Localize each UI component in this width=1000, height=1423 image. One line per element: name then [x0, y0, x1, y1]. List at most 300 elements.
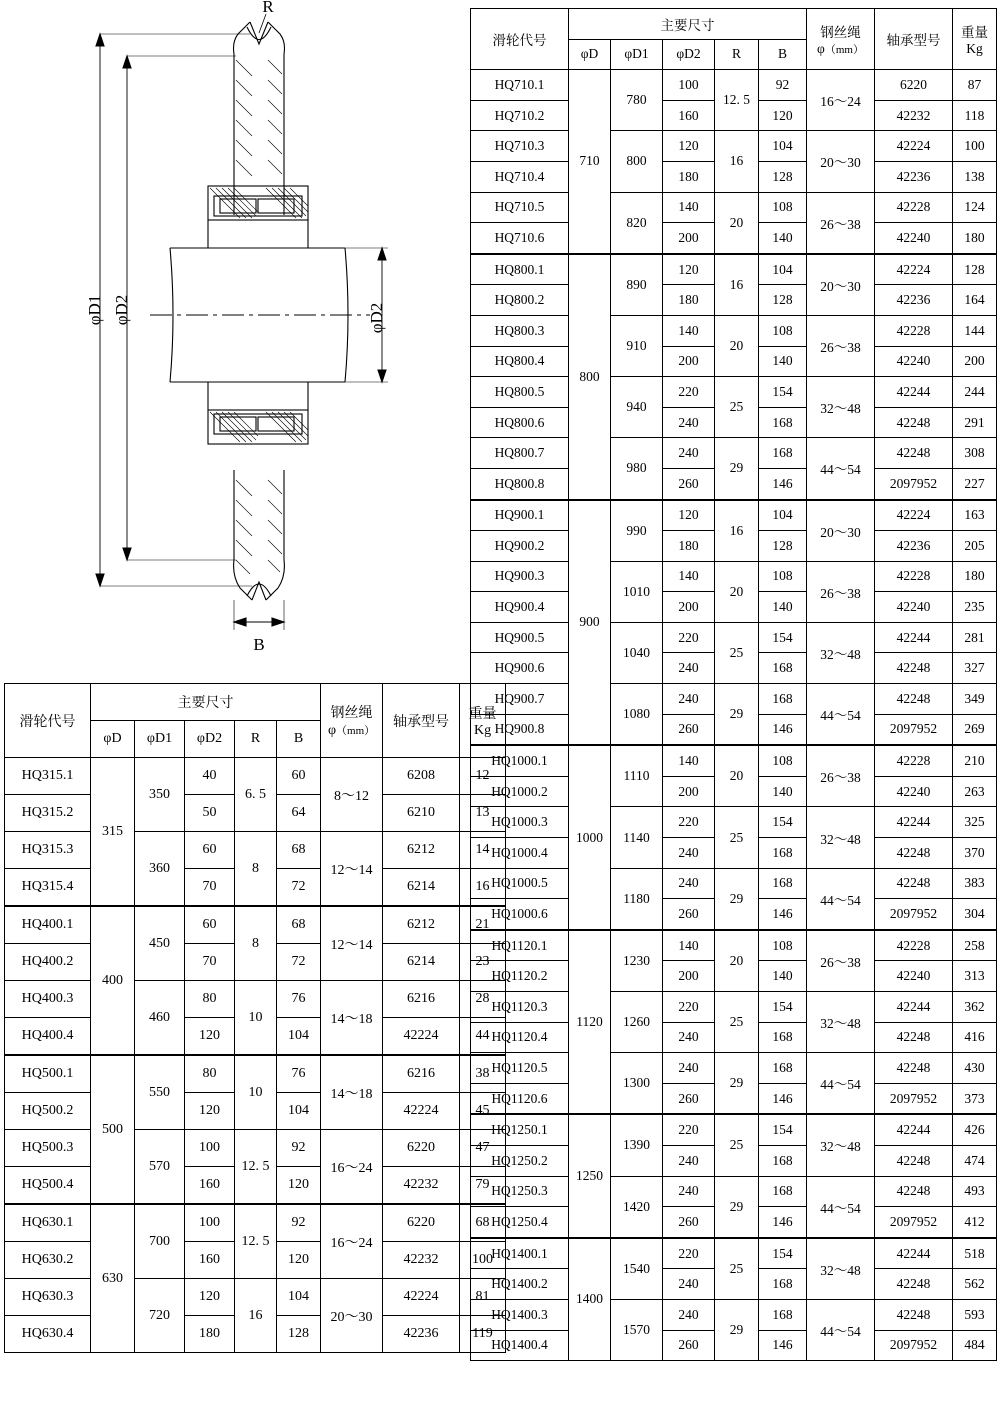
cell-B: 104	[759, 131, 807, 162]
cell-rope: 20～30	[321, 1279, 383, 1353]
cell-B: 120	[277, 1167, 321, 1205]
table-row	[471, 807, 997, 838]
cell-phiD2: 220	[663, 1238, 715, 1269]
cell-B: 68	[277, 832, 321, 869]
cell-bearing: 42244	[875, 1114, 953, 1145]
cell-phiD2: 260	[663, 468, 715, 499]
cell-B: 60	[277, 758, 321, 795]
cell-rope: 20～30	[807, 131, 875, 192]
cell-code: HQ1120.6	[471, 1083, 569, 1114]
cell-phiD1: 800	[611, 131, 663, 192]
cell-weight: 258	[953, 930, 997, 961]
cell-phiD1: 940	[611, 377, 663, 438]
cell-phiD2: 220	[663, 807, 715, 838]
cell-weight: 327	[953, 653, 997, 684]
cell-B: 154	[759, 377, 807, 408]
th-main-dims-right: 主要尺寸	[569, 9, 807, 40]
cell-bearing: 42236	[875, 285, 953, 316]
cell-bearing: 6214	[383, 869, 460, 907]
cell-weight: 81	[460, 1279, 506, 1316]
table-row	[5, 906, 506, 944]
cell-R: 25	[715, 807, 759, 868]
cell-rope: 32～48	[807, 807, 875, 868]
cell-B: 104	[759, 500, 807, 531]
cell-weight: 416	[953, 1022, 997, 1053]
cell-phiD1: 570	[135, 1130, 185, 1205]
cell-R: 29	[715, 1299, 759, 1360]
cell-bearing: 42248	[875, 653, 953, 684]
cell-rope: 12～14	[321, 906, 383, 981]
cell-phiD1: 820	[611, 192, 663, 254]
cell-weight: 124	[953, 192, 997, 223]
cell-weight: 210	[953, 745, 997, 776]
cell-code: HQ800.6	[471, 407, 569, 438]
dim-phiD1-label: φD1	[85, 294, 104, 326]
cell-phiD2: 120	[185, 1279, 235, 1316]
th-main-dims-left: 主要尺寸	[91, 684, 321, 721]
th-phiD-right: φD	[569, 39, 611, 70]
cell-bearing: 42248	[875, 1053, 953, 1084]
cell-phiD2: 180	[663, 531, 715, 562]
cell-weight: 235	[953, 592, 997, 623]
cell-R: 29	[715, 1176, 759, 1238]
cell-bearing: 2097952	[875, 714, 953, 745]
cell-phiD1: 980	[611, 438, 663, 500]
cell-B: 146	[759, 1083, 807, 1114]
cell-bearing: 6220	[875, 70, 953, 101]
cell-phiD2: 180	[185, 1316, 235, 1353]
cell-bearing: 42224	[383, 1093, 460, 1130]
cell-phiD1: 1390	[611, 1114, 663, 1176]
cell-weight: 87	[953, 70, 997, 101]
cell-code: HQ500.4	[5, 1167, 91, 1205]
cell-rope: 32～48	[807, 992, 875, 1053]
cell-R: 12. 5	[235, 1204, 277, 1279]
cell-phiD1: 990	[611, 500, 663, 562]
th-rope-title: 钢丝绳	[330, 706, 373, 721]
cell-code: HQ1120.1	[471, 930, 569, 961]
cell-B: 146	[759, 714, 807, 745]
cell-phiD2: 140	[663, 315, 715, 346]
table-row	[5, 981, 506, 1018]
cell-phiD2: 120	[663, 254, 715, 285]
cell-bearing: 42248	[875, 868, 953, 899]
cell-phiD: 800	[569, 254, 611, 500]
cell-rope: 16～24	[807, 70, 875, 131]
cell-B: 146	[759, 899, 807, 930]
cell-weight: 493	[953, 1176, 997, 1207]
cell-B: 104	[277, 1279, 321, 1316]
table-row	[5, 758, 506, 795]
cell-R: 29	[715, 868, 759, 930]
cell-code: HQ1000.1	[471, 745, 569, 776]
th-weight-right	[953, 9, 997, 70]
cell-B: 168	[759, 1269, 807, 1300]
cell-phiD2: 240	[663, 868, 715, 899]
th-weight-title: 重量	[468, 706, 497, 722]
cell-bearing: 2097952	[875, 1083, 953, 1114]
cell-weight: 21	[460, 906, 506, 944]
cell-B: 120	[759, 100, 807, 131]
cell-phiD2: 100	[663, 70, 715, 101]
cell-B: 146	[759, 468, 807, 499]
th-R-left: R	[235, 721, 277, 758]
cell-bearing: 42224	[875, 254, 953, 285]
table-row	[471, 131, 997, 162]
table-row	[471, 992, 997, 1023]
cell-weight: 313	[953, 961, 997, 992]
cell-phiD1: 700	[135, 1204, 185, 1279]
cell-phiD1: 450	[135, 906, 185, 981]
cell-rope: 32～48	[807, 1114, 875, 1176]
cell-R: 8	[235, 906, 277, 981]
cell-phiD1: 350	[135, 758, 185, 832]
cell-R: 10	[235, 1055, 277, 1130]
cell-phiD: 630	[91, 1204, 135, 1353]
cell-bearing: 2097952	[875, 1330, 953, 1361]
cell-bearing: 42228	[875, 930, 953, 961]
cell-phiD2: 260	[663, 714, 715, 745]
cell-B: 168	[759, 438, 807, 469]
cell-phiD: 500	[91, 1055, 135, 1204]
cell-bearing: 6212	[383, 906, 460, 944]
cell-B: 92	[759, 70, 807, 101]
cell-R: 25	[715, 622, 759, 683]
cell-bearing: 42244	[875, 377, 953, 408]
cell-bearing: 2097952	[875, 468, 953, 499]
cell-R: 20	[715, 192, 759, 254]
cell-phiD2: 220	[663, 1114, 715, 1145]
cell-bearing: 6214	[383, 944, 460, 981]
cell-code: HQ800.1	[471, 254, 569, 285]
cell-phiD1: 1300	[611, 1053, 663, 1115]
cell-B: 128	[759, 531, 807, 562]
cell-code: HQ800.3	[471, 315, 569, 346]
cell-code: HQ800.4	[471, 346, 569, 377]
cell-B: 128	[759, 285, 807, 316]
cell-B: 128	[759, 161, 807, 192]
cell-phiD2: 40	[185, 758, 235, 795]
cell-phiD: 400	[91, 906, 135, 1055]
cell-B: 104	[759, 254, 807, 285]
cell-B: 108	[759, 930, 807, 961]
cell-bearing: 6216	[383, 981, 460, 1018]
cell-weight: 44	[460, 1018, 506, 1056]
cell-phiD1: 1230	[611, 930, 663, 992]
cell-phiD1: 1570	[611, 1299, 663, 1360]
table-row	[471, 1299, 997, 1330]
cell-weight: 119	[460, 1316, 506, 1353]
cell-R: 25	[715, 1238, 759, 1300]
cell-bearing: 42240	[875, 592, 953, 623]
cell-bearing: 42244	[875, 622, 953, 653]
cell-B: 168	[759, 1176, 807, 1207]
cell-B: 168	[759, 653, 807, 684]
cell-code: HQ1400.3	[471, 1299, 569, 1330]
cell-rope: 44～54	[807, 684, 875, 746]
cell-code: HQ900.7	[471, 684, 569, 715]
cell-rope: 32～48	[807, 622, 875, 683]
cell-rope: 14～18	[321, 1055, 383, 1130]
cell-weight: 383	[953, 868, 997, 899]
cell-phiD1: 360	[135, 832, 185, 907]
cell-bearing: 42248	[875, 1176, 953, 1207]
cell-B: 92	[277, 1130, 321, 1167]
cell-R: 16	[715, 500, 759, 562]
cell-weight: 38	[460, 1055, 506, 1093]
cell-phiD2: 220	[663, 992, 715, 1023]
cell-code: HQ400.4	[5, 1018, 91, 1056]
th-rope-left	[321, 684, 383, 758]
cell-bearing: 42232	[875, 100, 953, 131]
th-bearing-left: 轴承型号	[383, 684, 460, 758]
th-rope-phi: φ	[327, 723, 337, 738]
cell-code: HQ630.3	[5, 1279, 91, 1316]
table-row	[471, 684, 997, 715]
cell-rope: 8～12	[321, 758, 383, 832]
table-row	[5, 832, 506, 869]
cell-B: 154	[759, 1114, 807, 1145]
table-row	[5, 1204, 506, 1242]
cell-B: 168	[759, 868, 807, 899]
th-bearing-right: 轴承型号	[875, 9, 953, 70]
cell-weight: 304	[953, 899, 997, 930]
cell-phiD2: 240	[663, 838, 715, 869]
cell-bearing: 42248	[875, 1299, 953, 1330]
cell-code: HQ800.5	[471, 377, 569, 408]
cell-B: 154	[759, 992, 807, 1023]
table-row	[471, 1238, 997, 1269]
cell-B: 154	[759, 1238, 807, 1269]
cell-rope: 44～54	[807, 868, 875, 930]
cell-code: HQ1000.4	[471, 838, 569, 869]
table-row	[471, 1053, 997, 1084]
cell-code: HQ710.5	[471, 192, 569, 223]
cell-phiD2: 100	[185, 1130, 235, 1167]
cell-B: 140	[759, 223, 807, 254]
cell-B: 168	[759, 1145, 807, 1176]
cell-weight: 349	[953, 684, 997, 715]
cell-code: HQ1120.4	[471, 1022, 569, 1053]
cell-code: HQ800.2	[471, 285, 569, 316]
cell-weight: 362	[953, 992, 997, 1023]
th-rope-unit: （mm）	[336, 725, 376, 737]
cell-weight: 164	[953, 285, 997, 316]
cell-bearing: 42224	[383, 1018, 460, 1056]
cell-B: 140	[759, 776, 807, 807]
cell-code: HQ400.3	[5, 981, 91, 1018]
cell-B: 92	[277, 1204, 321, 1242]
cell-R: 29	[715, 684, 759, 746]
cell-B: 108	[759, 192, 807, 223]
table-row	[5, 1055, 506, 1093]
cell-rope: 26～38	[807, 315, 875, 376]
cell-phiD2: 140	[663, 745, 715, 776]
cell-phiD2: 260	[663, 1207, 715, 1238]
cell-bearing: 6216	[383, 1055, 460, 1093]
cell-code: HQ500.3	[5, 1130, 91, 1167]
cell-weight: 23	[460, 944, 506, 981]
cell-code: HQ710.3	[471, 131, 569, 162]
cell-weight: 484	[953, 1330, 997, 1361]
table-row	[471, 1176, 997, 1207]
cell-weight: 291	[953, 407, 997, 438]
th-rope-unit-right: （mm）	[824, 44, 864, 57]
cell-code: HQ900.4	[471, 592, 569, 623]
cell-weight: 100	[460, 1242, 506, 1279]
th-weight-unit: Kg	[473, 722, 492, 738]
cell-phiD: 1250	[569, 1114, 611, 1237]
cell-code: HQ315.2	[5, 795, 91, 832]
cell-bearing: 42248	[875, 407, 953, 438]
cell-bearing: 42240	[875, 776, 953, 807]
cell-code: HQ1250.2	[471, 1145, 569, 1176]
cell-phiD2: 200	[663, 346, 715, 377]
table-row	[471, 745, 997, 776]
cell-weight: 45	[460, 1093, 506, 1130]
cell-weight: 412	[953, 1207, 997, 1238]
cell-phiD2: 200	[663, 592, 715, 623]
table-row	[471, 254, 997, 285]
cell-bearing: 42248	[875, 684, 953, 715]
cell-phiD2: 140	[663, 192, 715, 223]
cell-code: HQ900.5	[471, 622, 569, 653]
cell-phiD1: 1180	[611, 868, 663, 930]
th-R-right: R	[715, 39, 759, 70]
th-weight-unit-right: Kg	[966, 41, 983, 57]
cell-B: 168	[759, 684, 807, 715]
cell-bearing: 2097952	[875, 1207, 953, 1238]
cell-bearing: 42224	[875, 131, 953, 162]
cell-rope: 16～24	[321, 1204, 383, 1279]
cell-weight: 100	[953, 131, 997, 162]
cell-B: 146	[759, 1207, 807, 1238]
table-row	[471, 930, 997, 961]
cell-rope: 16～24	[321, 1130, 383, 1205]
cell-weight: 426	[953, 1114, 997, 1145]
th-phiD2-right: φD2	[663, 39, 715, 70]
dim-R-label: R	[262, 0, 274, 16]
cell-phiD2: 120	[185, 1018, 235, 1056]
cell-R: 20	[715, 745, 759, 807]
cell-weight: 373	[953, 1083, 997, 1114]
cell-R: 25	[715, 992, 759, 1053]
cell-phiD1: 1040	[611, 622, 663, 683]
cell-phiD2: 80	[185, 981, 235, 1018]
cell-code: HQ1000.6	[471, 899, 569, 930]
cell-code: HQ1400.4	[471, 1330, 569, 1361]
cell-R: 8	[235, 832, 277, 907]
cell-weight: 138	[953, 161, 997, 192]
cell-phiD1: 910	[611, 315, 663, 376]
cell-bearing: 6210	[383, 795, 460, 832]
cell-code: HQ315.3	[5, 832, 91, 869]
cell-code: HQ630.2	[5, 1242, 91, 1279]
cell-code: HQ1400.1	[471, 1238, 569, 1269]
cell-bearing: 42236	[383, 1316, 460, 1353]
cell-phiD1: 1010	[611, 561, 663, 622]
cell-bearing: 42240	[875, 223, 953, 254]
table-row	[5, 1130, 506, 1167]
cell-bearing: 42228	[875, 561, 953, 592]
cell-B: 104	[277, 1093, 321, 1130]
cell-R: 16	[715, 131, 759, 192]
th-code-right: 滑轮代号	[471, 9, 569, 70]
cell-R: 10	[235, 981, 277, 1056]
cell-bearing: 42232	[383, 1167, 460, 1205]
cell-B: 154	[759, 807, 807, 838]
cell-phiD2: 180	[663, 161, 715, 192]
cell-B: 168	[759, 838, 807, 869]
cell-phiD1: 1080	[611, 684, 663, 746]
cell-phiD: 1120	[569, 930, 611, 1115]
cell-phiD2: 200	[663, 961, 715, 992]
cell-weight: 79	[460, 1167, 506, 1205]
cell-bearing: 42228	[875, 745, 953, 776]
cell-phiD2: 140	[663, 561, 715, 592]
table-row	[5, 1279, 506, 1316]
th-B-left: B	[277, 721, 321, 758]
cell-rope: 26～38	[807, 930, 875, 992]
cell-code: HQ900.6	[471, 653, 569, 684]
cell-phiD2: 160	[185, 1242, 235, 1279]
cell-weight: 474	[953, 1145, 997, 1176]
cell-weight: 144	[953, 315, 997, 346]
cell-phiD2: 240	[663, 438, 715, 469]
pulley-section-drawing	[0, 0, 455, 660]
cell-phiD1: 1260	[611, 992, 663, 1053]
cell-weight: 12	[460, 758, 506, 795]
cell-B: 140	[759, 592, 807, 623]
cell-R: 20	[715, 315, 759, 376]
cell-weight: 180	[953, 561, 997, 592]
cell-code: HQ1120.2	[471, 961, 569, 992]
cell-B: 146	[759, 1330, 807, 1361]
cell-phiD2: 240	[663, 1176, 715, 1207]
cell-phiD1: 720	[135, 1279, 185, 1353]
cell-weight: 68	[460, 1204, 506, 1242]
cell-code: HQ1120.3	[471, 992, 569, 1023]
cell-rope: 44～54	[807, 1176, 875, 1238]
cell-phiD1: 890	[611, 254, 663, 316]
table-row	[471, 622, 997, 653]
cell-rope: 20～30	[807, 500, 875, 562]
cell-R: 20	[715, 561, 759, 622]
cell-code: HQ1250.1	[471, 1114, 569, 1145]
cell-phiD2: 70	[185, 944, 235, 981]
cell-phiD2: 200	[663, 223, 715, 254]
cell-R: 29	[715, 1053, 759, 1115]
cell-rope: 20～30	[807, 254, 875, 316]
cell-weight: 16	[460, 869, 506, 907]
cell-bearing: 42240	[875, 346, 953, 377]
cell-code: HQ500.2	[5, 1093, 91, 1130]
cell-phiD2: 240	[663, 1053, 715, 1084]
cell-phiD1: 550	[135, 1055, 185, 1130]
cell-weight: 244	[953, 377, 997, 408]
cell-code: HQ500.1	[5, 1055, 91, 1093]
cell-code: HQ800.7	[471, 438, 569, 469]
table-row	[471, 70, 997, 101]
th-code-left: 滑轮代号	[5, 684, 91, 758]
cell-B: 140	[759, 346, 807, 377]
cell-bearing: 42228	[875, 192, 953, 223]
table-row	[471, 192, 997, 223]
th-weight-title-right: 重量	[961, 25, 988, 41]
cell-B: 168	[759, 1053, 807, 1084]
cell-phiD1: 780	[611, 70, 663, 131]
cell-phiD2: 240	[663, 1022, 715, 1053]
